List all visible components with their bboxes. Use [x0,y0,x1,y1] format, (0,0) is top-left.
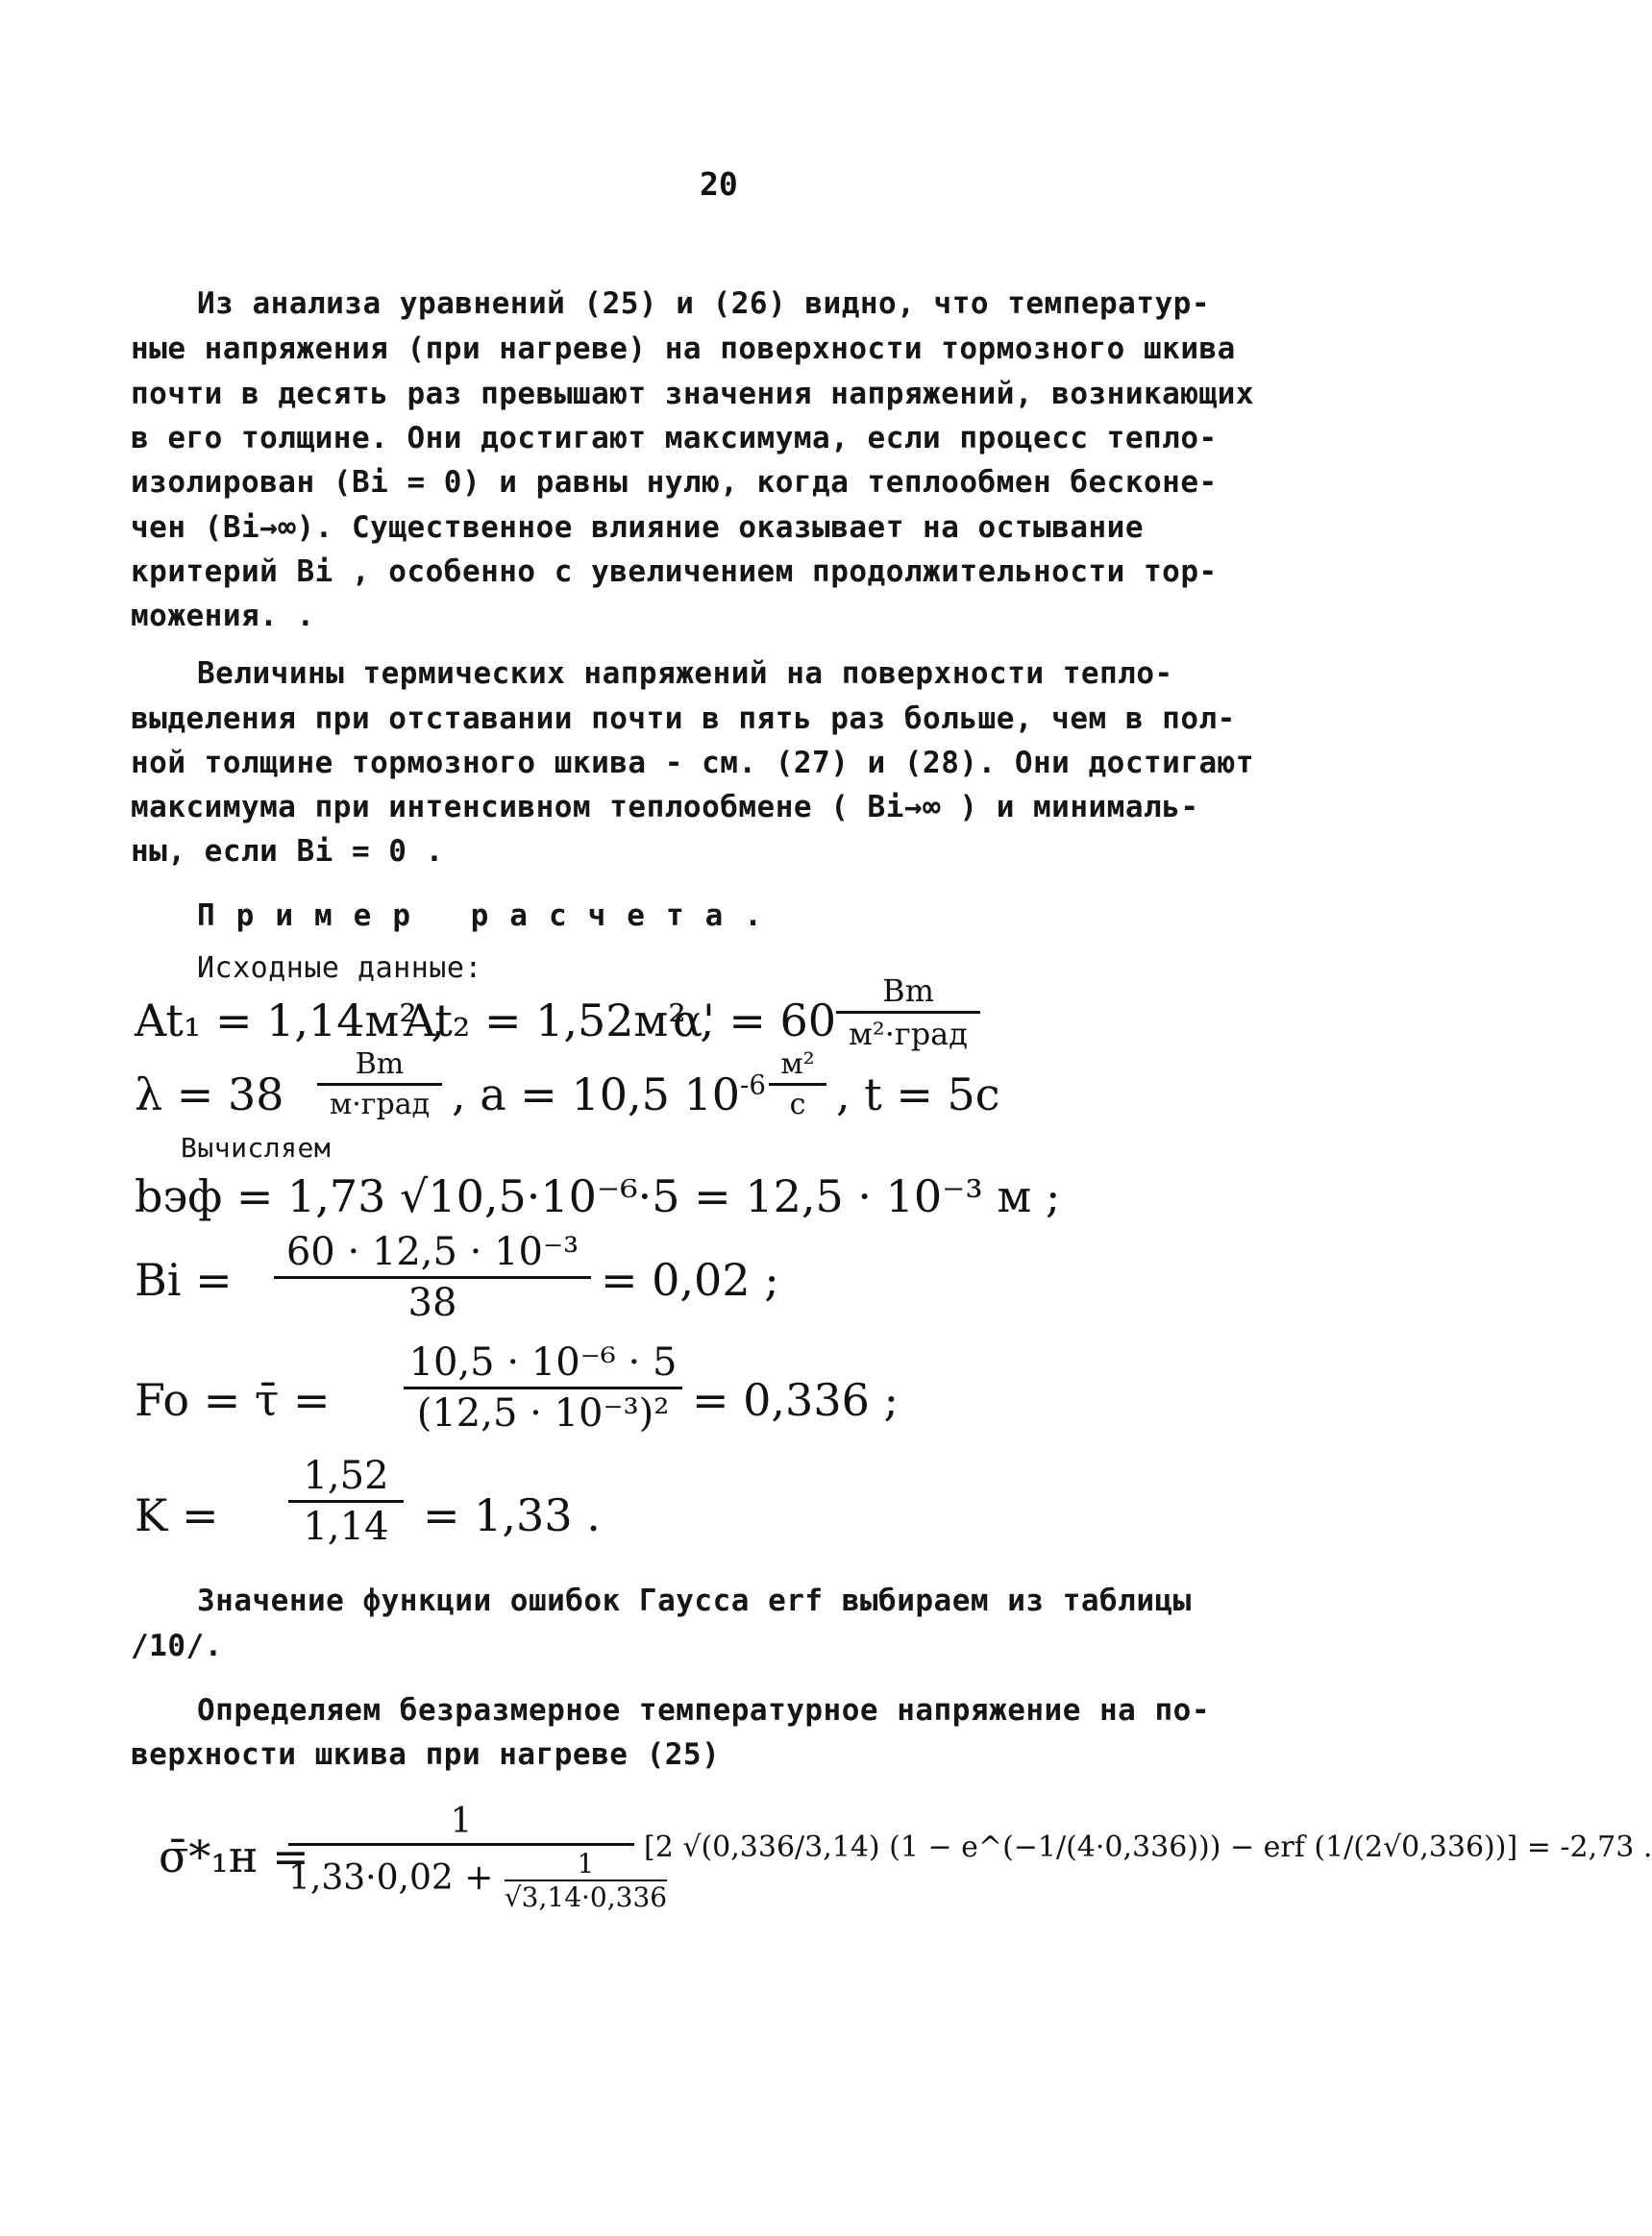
bi-result: = 0,02 ; [601,1254,779,1306]
diffusivity-lhs [452,1069,766,1120]
diffusivity-value: , a = 10,5 10 [452,1069,741,1120]
fraction-bar [288,1843,634,1846]
fo-numerator: 10,5 · 10⁻⁶ · 5 [408,1340,678,1385]
paragraph1-line6: чен (Bi→∞). Существенное влияние оказывает на остывание [131,510,1144,545]
fo-fraction [404,1340,682,1436]
fraction-bar [317,1083,442,1086]
paragraph2-line3: ной толщине тормозного шкива - см. (27) и (28). Они достигают [131,746,1254,780]
paragraph2-line1: Величины термических напряжений на поверхности тепло- [197,656,1173,691]
paragraph4-line1: Определяем безразмерное температурное напряжение на по- [197,1693,1210,1728]
bi-lhs: Bi = [135,1254,233,1306]
lambda-unit-numerator: Bm [355,1047,405,1081]
bi-fraction [274,1230,591,1325]
fo-denominator: (12,5 · 10⁻³)² [416,1391,670,1436]
bi-denominator: 38 [407,1281,457,1325]
lambda-unit-fraction [317,1047,442,1121]
area1-value: At₁ = 1,14м² , [135,995,446,1046]
page-number: 20 [700,165,738,203]
paragraph1-line4: в его толщине. Они достигают максимума, если процесс тепло- [131,421,1218,455]
final-sub-denominator: √3,14·0,336 [504,1881,668,1913]
final-denominator-subfraction [505,1848,667,1913]
alpha-lhs: α' = 60 [673,995,837,1046]
final-denominator-main: 1,33·0,02 + [288,1858,494,1898]
alpha-unit-numerator: Bm [882,972,934,1009]
k-numerator: 1,52 [303,1454,389,1498]
fraction-bar [404,1387,682,1389]
lambda-lhs: λ = 38 [135,1069,284,1120]
formula-b-eff: bэф = 1,73 √10,5·10⁻⁶·5 = 12,5 · 10⁻³ м ; [135,1170,1061,1222]
diffusivity-exponent: -6 [740,1069,766,1101]
final-prefactor-fraction [288,1802,668,1913]
compute-label: Вычисляем [181,1132,332,1164]
alpha-unit-fraction [836,972,980,1052]
paragraph1-line3: почти в десять раз превышают значения напряжений, возникающих [131,377,1254,411]
k-lhs: K = [135,1489,219,1541]
final-bracket-expression: [2 √(0,336/3,14) (1 − e^(−1/(4·0,336))) − erf (1/(2√0,336))] = -2,73 . [644,1831,1652,1864]
diffusivity-unit-fraction [769,1047,826,1121]
final-prefactor-denominator [288,1848,668,1913]
paragraph2-line2: выделения при отставании почти в пять раз больше, чем в пол- [131,701,1236,736]
paragraph1-line8: можения. . [131,599,315,633]
bi-numerator: 60 · 12,5 · 10⁻³ [285,1230,579,1274]
fraction-bar [274,1276,591,1279]
paragraph2-line5: ны, если Bi = 0 . [131,834,444,869]
final-prefactor-numerator: 1 [450,1802,473,1841]
fraction-bar [769,1083,826,1086]
k-fraction [288,1454,404,1549]
paragraph1-line1: Из анализа уравнений (25) и (26) видно, что температур- [197,286,1210,321]
area2-value: At₂ = 1,52м² , [404,995,715,1046]
paragraph1-line7: критерий Bi , особенно с увеличением продолжительности тор- [131,554,1218,589]
paragraph3-line2: /10/. [131,1629,223,1663]
lambda-unit-denominator: м·град [329,1088,431,1121]
paragraph1-line2: ные напряжения (при нагреве) на поверхности тормозного шкива [131,332,1236,366]
final-sub-numerator: 1 [577,1848,595,1880]
paragraph1-line5: изолирован (Bi = 0) и равны нулю, когда теплообмен бесконе- [131,465,1218,500]
k-result: = 1,33 . [423,1489,601,1541]
example-heading: Пример расчета. [197,898,783,933]
alpha-unit-denominator: м²·град [849,1016,968,1052]
paragraph3-line1: Значение функции ошибок Гаусса erf выбираем из таблицы [197,1584,1192,1618]
k-denominator: 1,14 [303,1505,389,1549]
initial-data-label: Исходные данные: [197,951,482,985]
paragraph2-line4: максимума при интенсивном теплообмене ( Bi→∞ ) и минималь- [131,790,1199,824]
fo-lhs: Fo = τ̄ = [135,1374,331,1426]
diffusivity-unit-numerator: м² [780,1047,815,1081]
paragraph4-line2: верхности шкива при нагреве (25) [131,1737,721,1772]
time-value: , t = 5c [836,1069,1000,1120]
fo-result: = 0,336 ; [692,1374,899,1426]
fraction-bar [288,1500,404,1503]
fraction-bar [836,1011,980,1014]
final-lhs: σ̄*₁н = [159,1831,309,1882]
diffusivity-unit-denominator: с [789,1088,806,1121]
